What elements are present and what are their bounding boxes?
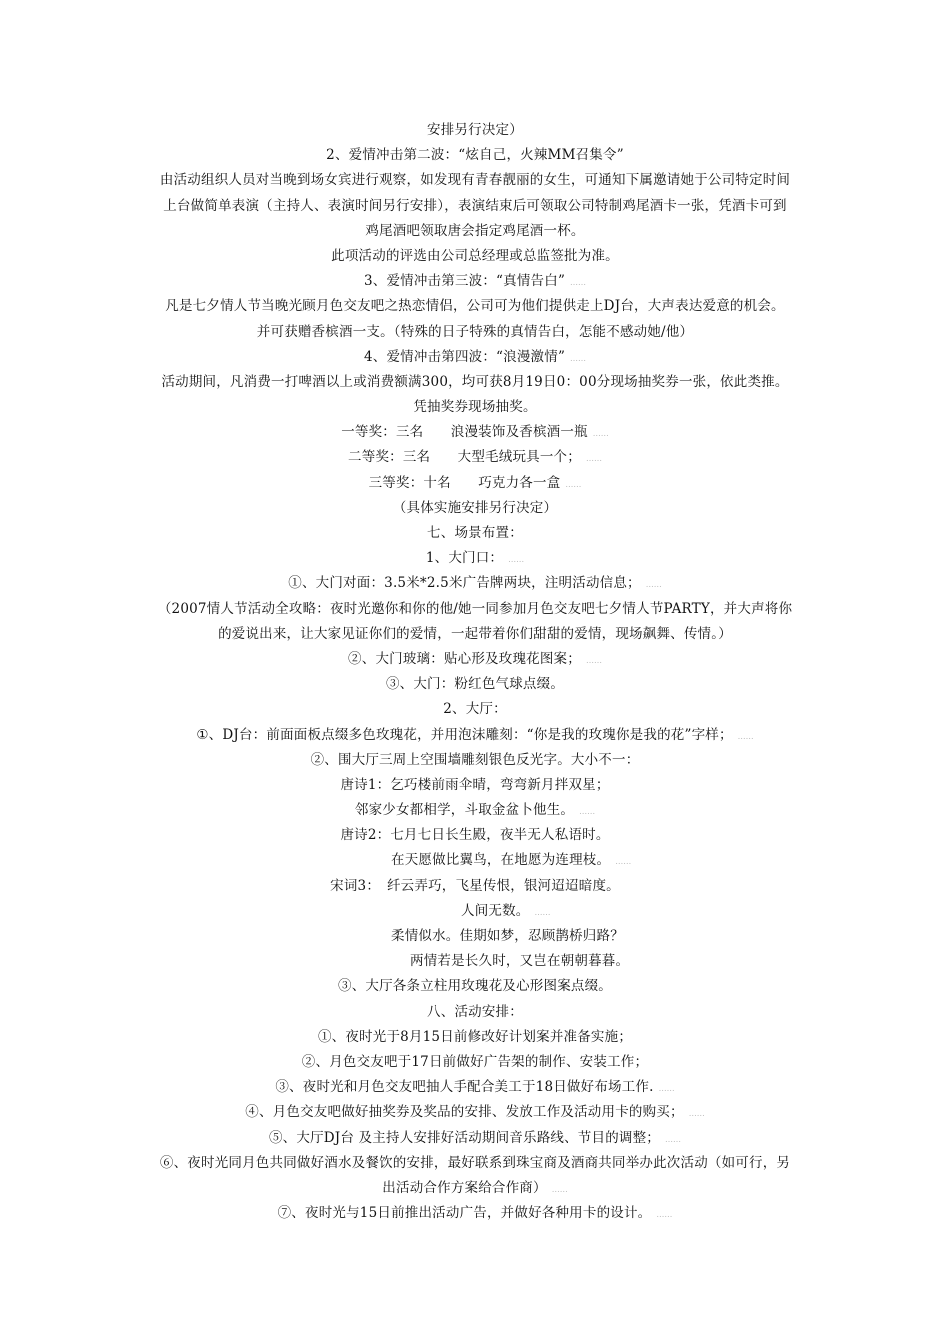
line-text: 七、场景布置：	[427, 525, 523, 541]
text-line	[135, 496, 815, 521]
line-text: 安排另行决定）	[427, 122, 523, 138]
line-text: 此项活动的评选由公司总经理或总监签批为准。	[331, 247, 619, 264]
line-text: （2007情人节活动全攻略：夜时光邀你和你的他/她一同参加月色交友吧七夕情人节PARTY，并大声将你	[157, 600, 793, 617]
text-line	[135, 521, 815, 546]
leader-dots: ……	[737, 731, 754, 741]
leader-dots: ……	[508, 555, 525, 565]
leader-dots: ……	[688, 1109, 705, 1119]
line-text: 活动期间，凡消费一打啤酒以上或消费额满300，均可获8月19日0：00分现场抽奖券一张，依此类推。	[161, 373, 789, 390]
text-line	[135, 848, 815, 873]
line-text: 凡是七夕情人节当晚光顾月色交友吧之热恋情侣，公司可为他们提供走上DJ台，大声表达爱意的机会。	[165, 298, 785, 315]
text-line	[135, 143, 815, 168]
text-line	[135, 974, 815, 999]
text-line	[135, 168, 815, 193]
text-line	[135, 1050, 815, 1075]
line-text: ⑤、大厅DJ台 及主持人安排好活动期间音乐路线、节目的调整；	[268, 1129, 661, 1146]
text-line	[135, 471, 815, 496]
line-text: 上台做简单表演（主持人、表演时间另行安排），表演结束后可领取公司特制鸡尾酒卡一张，凭酒卡可到	[163, 197, 787, 214]
line-text: 邻家少女都相学，斗取金盆卜他生。	[354, 802, 575, 819]
text-line	[135, 672, 815, 697]
leader-dots: ……	[592, 429, 609, 439]
text-line	[135, 773, 815, 798]
line-text: 的爱说出来，让大家见证你们的爱情，一起带着你们甜甜的爱情，现场飙舞、传情。）	[218, 625, 732, 642]
leader-dots: ……	[665, 1134, 682, 1144]
line-text: ⑥、夜时光同月色共同做好酒水及餐饮的安排，最好联系到珠宝商及酒商共同举办此次活动（如可行，另	[159, 1154, 791, 1171]
text-line	[135, 1100, 815, 1125]
text-line	[135, 1075, 815, 1100]
line-text: ②、月色交友吧于17日前做好广告架的制作、安装工作；	[301, 1053, 649, 1070]
line-text: 两情若是长久时，又岂在朝朝暮暮。	[410, 953, 630, 970]
text-line	[135, 949, 815, 974]
text-line	[135, 924, 815, 949]
line-text: 柔情似水。佳期如梦，忍顾鹊桥归路？	[391, 928, 624, 944]
text-line	[135, 798, 815, 823]
line-text: （具体实施安排另行决定）	[392, 499, 558, 516]
leader-dots: ……	[579, 807, 596, 817]
text-line	[135, 723, 815, 748]
leader-dots: ……	[551, 1184, 568, 1194]
text-line	[135, 546, 815, 571]
line-text: 唐诗2：七月七日长生殿，夜半无人私语时。	[340, 827, 610, 844]
line-text: 二等奖：三名 大型毛绒玩具一个；	[348, 449, 581, 466]
leader-dots: ……	[658, 1084, 675, 1094]
text-line	[135, 697, 815, 722]
text-line	[135, 899, 815, 924]
document-body	[135, 118, 815, 1226]
line-text: 唐诗1：乞巧楼前雨伞晴，弯弯新月拌双星；	[340, 776, 610, 793]
leader-dots: ……	[534, 907, 551, 917]
text-line	[135, 597, 815, 622]
leader-dots: ……	[645, 580, 662, 590]
line-text: 2、爱情冲击第二波：“炫自己，火辣MM召集令”	[326, 147, 624, 164]
text-line	[135, 571, 815, 596]
line-text: 4、爱情冲击第四波：“浪漫激情”	[363, 348, 566, 365]
text-line	[135, 194, 815, 219]
text-line	[135, 647, 815, 672]
leader-dots: ……	[565, 479, 582, 489]
leader-dots: ……	[615, 857, 632, 867]
text-line	[135, 1025, 815, 1050]
line-text: 凭抽奖券现场抽奖。	[413, 399, 537, 416]
line-text: ③、夜时光和月色交友吧抽人手配合美工于18日做好布场工作.	[275, 1079, 654, 1096]
text-line	[135, 269, 815, 294]
line-text: ①、夜时光于8月15日前修改好计划案并准备实施；	[317, 1028, 633, 1045]
text-line	[135, 823, 815, 848]
text-line	[135, 622, 815, 647]
line-text: ①、大门对面：3.5米*2.5米广告牌两块，注明活动信息；	[288, 575, 641, 592]
line-text: 并可获赠香槟酒一支。（特殊的日子特殊的真情告白，怎能不感动她/他）	[256, 323, 694, 340]
line-text: 三等奖：十名 巧克力各一盒	[368, 474, 561, 491]
line-text: ③、大门：粉红色气球点缀。	[385, 676, 565, 693]
line-text: 在天愿做比翼鸟，在地愿为连理枝。	[391, 852, 611, 869]
line-text: 八、活动安排：	[427, 1003, 523, 1020]
text-line	[135, 370, 815, 395]
line-text: ④、月色交友吧做好抽奖券及奖品的安排、发放工作及活动用卡的购买；	[245, 1104, 684, 1121]
line-text: 鸡尾酒吧领取唐会指定鸡尾酒一杯。	[365, 222, 585, 239]
line-text: ②、围大厅三周上空围墙雕刻银色反光字。大小不一：	[310, 751, 640, 768]
line-text: 3、爱情冲击第三波：“真情告白”	[363, 273, 566, 290]
text-line	[135, 1151, 815, 1176]
leader-dots: ……	[656, 1210, 673, 1220]
text-line	[135, 445, 815, 470]
text-line	[135, 219, 815, 244]
line-text: 一等奖：三名 浪漫装饰及香槟酒一瓶	[341, 424, 588, 441]
text-line	[135, 345, 815, 370]
line-text: ③、大厅各条立柱用玫瑰花及心形图案点缀。	[338, 978, 612, 995]
text-line	[135, 118, 815, 143]
line-text: 2、大厅：	[443, 701, 507, 718]
leader-dots: ……	[570, 353, 587, 363]
line-text: 宋词3： 纤云弄巧，飞星传恨，银河迢迢暗度。	[330, 877, 620, 894]
line-text: ①、DJ台：前面面板点缀多色玫瑰花，并用泡沫雕刻：“你是我的玫瑰你是我的花”字样；	[196, 726, 733, 743]
line-text: 人间无数。	[461, 902, 530, 919]
text-line	[135, 320, 815, 345]
text-line	[135, 1176, 815, 1201]
text-line	[135, 1201, 815, 1226]
text-line	[135, 294, 815, 319]
line-text: ②、大门玻璃：贴心形及玫瑰花图案；	[348, 650, 581, 667]
text-line	[135, 1126, 815, 1151]
leader-dots: ……	[585, 655, 602, 665]
text-line	[135, 1000, 815, 1025]
text-line	[135, 420, 815, 445]
text-line	[135, 874, 815, 899]
line-text: 出活动合作方案给合作商）	[382, 1179, 547, 1196]
line-text: 1、大门口：	[425, 550, 504, 567]
leader-dots: ……	[570, 278, 587, 288]
text-line	[135, 748, 815, 773]
line-text: 由活动组织人员对当晚到场女宾进行观察，如发现有青春靓丽的女生，可通知下属邀请她于公司特定时间	[159, 172, 791, 189]
line-text: ⑦、夜时光与15日前推出活动广告，并做好各种用卡的设计。	[277, 1205, 652, 1222]
text-line	[135, 395, 815, 420]
text-line	[135, 244, 815, 269]
leader-dots: ……	[585, 454, 602, 464]
